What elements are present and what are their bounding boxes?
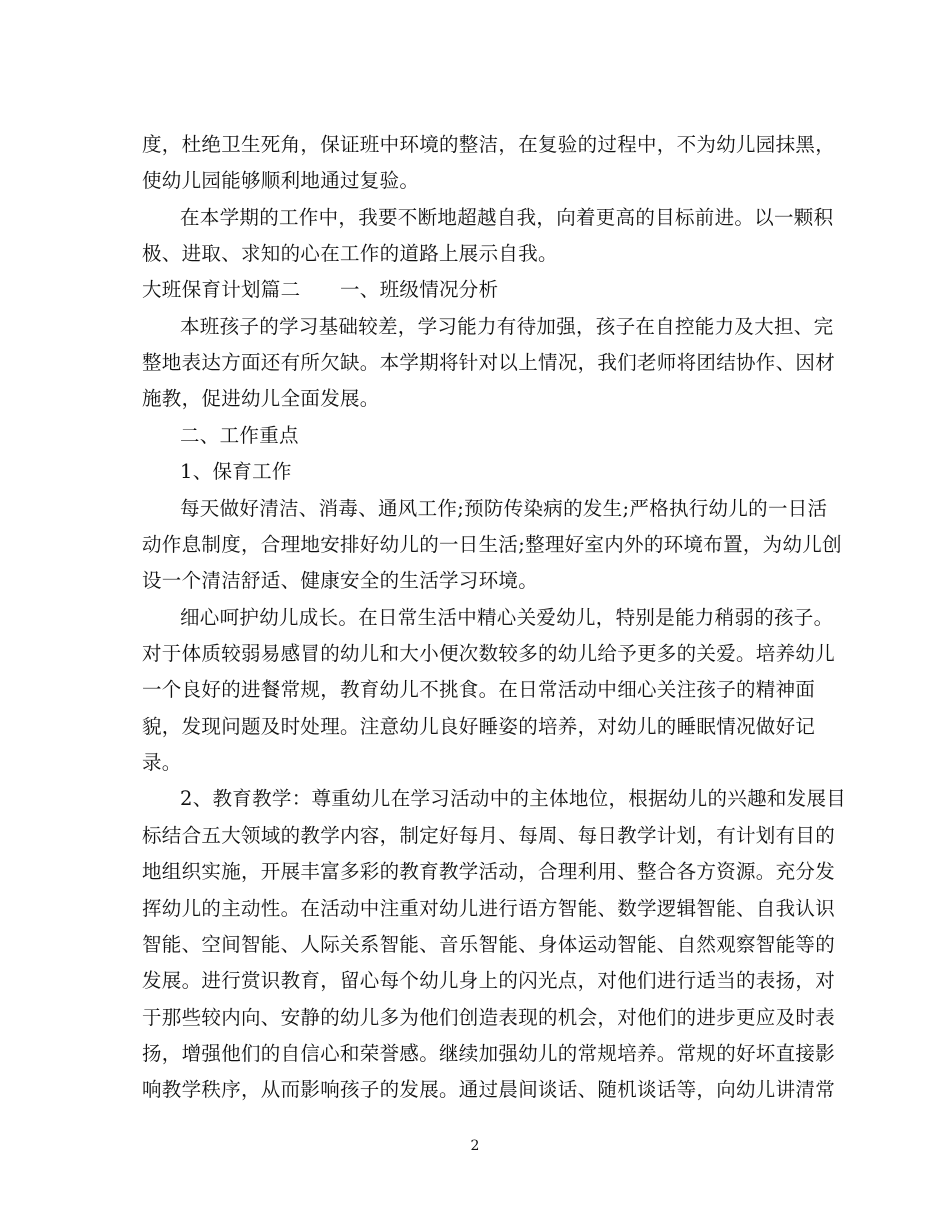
text-line: 使幼儿园能够顺利地通过复验。 (142, 169, 420, 192)
text-line: 施教，促进幼儿全面发展。 (142, 387, 380, 410)
text-line: 地组织实施，开展丰富多彩的教育教学活动，合理利用、整合各方资源。充分发 (142, 860, 836, 883)
text-line: 标结合五大领域的教学内容，制定好每月、每周、每日教学计划，有计划有目的 (142, 824, 836, 847)
text-line: 每天做好清洁、消毒、通风工作;预防传染病的发生;严格执行幼儿的一日活 (180, 497, 828, 520)
text-line: 响教学秩序，从而影响孩子的发展。通过晨间谈话、随机谈话等，向幼儿讲清常 (142, 1078, 836, 1101)
text-line: 扬，增强他们的自信心和荣誉感。继续加强幼儿的常规培养。常规的好坏直接影 (142, 1042, 836, 1065)
page-number: 2 (470, 1138, 480, 1154)
section-heading: 1、保育工作 (180, 460, 292, 483)
text-line: 动作息制度，合理地安排好幼儿的一日生活;整理好室内外的环境布置，为幼儿创 (142, 533, 842, 556)
text-line: 在本学期的工作中，我要不断地超越自我，向着更高的目标前进。以一颗积 (180, 206, 834, 229)
text-line: 于那些较内向、安静的幼儿多为他们创造表现的机会，对他们的进步更应及时表 (142, 1006, 836, 1029)
text-line: 挥幼儿的主动性。在活动中注重对幼儿进行语方智能、数学逻辑智能、自我认识 (142, 897, 836, 920)
text-line: 录。 (142, 751, 182, 774)
text-line: 对于体质较弱易感冒的幼儿和大小便次数较多的幼儿给予更多的关爱。培养幼儿 (142, 642, 836, 665)
text-line: 貌，发现问题及时处理。注意幼儿良好睡姿的培养，对幼儿的睡眠情况做好记 (142, 715, 816, 738)
text-line: 极、进取、求知的心在工作的道路上展示自我。 (142, 242, 558, 265)
text-line: 度，杜绝卫生死角，保证班中环境的整洁，在复验的过程中，不为幼儿园抹黑， (142, 133, 836, 156)
text-line: 发展。进行赏识教育，留心每个幼儿身上的闪光点，对他们进行适当的表扬，对 (142, 969, 836, 992)
text-line: 细心呵护幼儿成长。在日常生活中精心关爱幼儿，特别是能力稍弱的孩子。 (180, 606, 834, 629)
section-heading: 二、工作重点 (180, 424, 299, 447)
text-line: 2、教育教学：尊重幼儿在学习活动中的主体地位，根据幼儿的兴趣和发展目 (180, 787, 847, 810)
text-line: 本班孩子的学习基础较差，学习能力有待加强，孩子在自控能力及大担、完 (180, 315, 834, 338)
section-heading: 大班保育计划篇二 一、班级情况分析 (142, 278, 499, 301)
text-line: 智能、空间智能、人际关系智能、音乐智能、身体运动智能、自然观察智能等的 (142, 933, 836, 956)
text-line: 设一个清洁舒适、健康安全的生活学习环境。 (142, 569, 539, 592)
text-line: 一个良好的进餐常规，教育幼儿不挑食。在日常活动中细心关注孩子的精神面 (142, 678, 816, 701)
text-line: 整地表达方面还有所欠缺。本学期将针对以上情况，我们老师将团结协作、因材 (142, 351, 836, 374)
